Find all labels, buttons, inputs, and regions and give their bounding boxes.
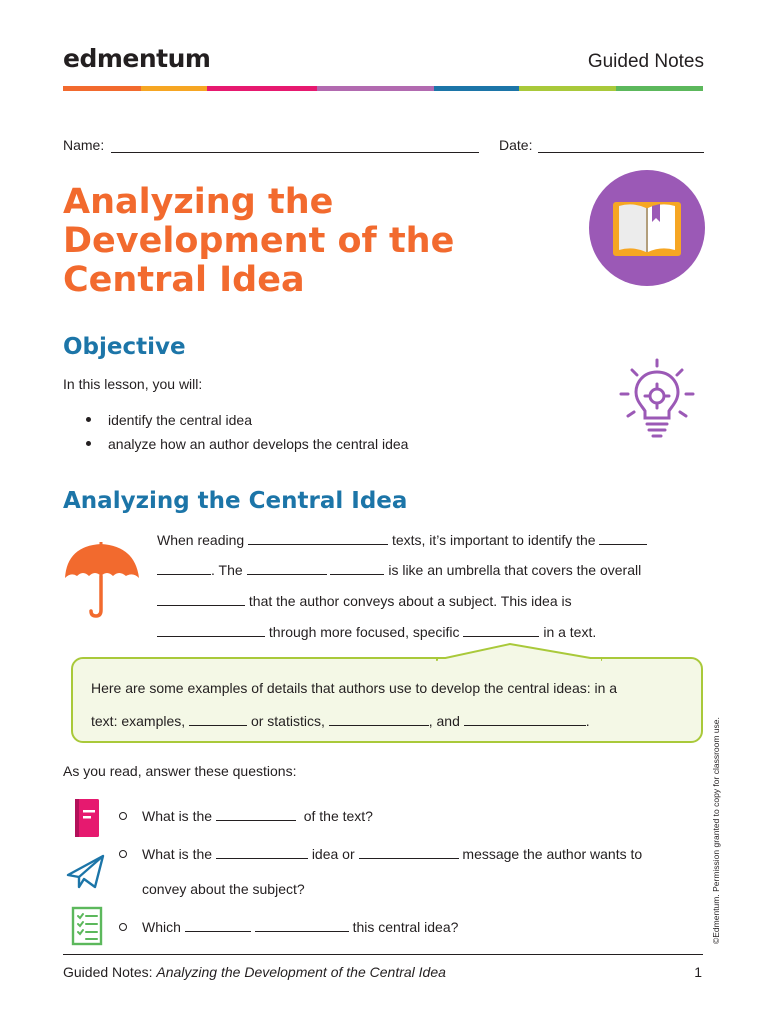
page-title: Analyzing the Development of the Central Idea bbox=[63, 182, 455, 300]
callout-line-2: text: examples, or statistics, , and . bbox=[91, 713, 590, 729]
blank-field[interactable] bbox=[157, 560, 211, 575]
lightbulb-icon bbox=[618, 358, 696, 444]
list-item: identify the central idea bbox=[86, 410, 408, 434]
blank-field[interactable] bbox=[359, 844, 459, 859]
callout-line-1: Here are some examples of details that authors use to develop the central ideas: in a bbox=[91, 680, 618, 696]
date-label: Date: bbox=[499, 137, 533, 153]
questions-intro: As you read, answer these questions: bbox=[63, 763, 297, 779]
paper-plane-icon bbox=[66, 853, 106, 891]
paragraph-line-3: that the author conveys about a subject. This idea is bbox=[157, 591, 572, 609]
paragraph-line-2: . The is like an umbrella that covers the overall bbox=[157, 560, 641, 578]
blank-field[interactable] bbox=[185, 917, 251, 932]
blank-field[interactable] bbox=[157, 622, 265, 637]
copyright-notice: ©Edmentum. Permission granted to copy for classroom use. bbox=[711, 717, 721, 944]
question-bullet bbox=[119, 923, 127, 931]
question-3: Which this central idea? bbox=[142, 919, 459, 935]
blank-field[interactable] bbox=[157, 591, 245, 606]
blank-field[interactable] bbox=[599, 530, 647, 545]
callout-pointer bbox=[436, 641, 606, 661]
blank-field[interactable] bbox=[329, 711, 429, 726]
objective-intro: In this lesson, you will: bbox=[63, 376, 203, 392]
paragraph-line-1: When reading texts, it’s important to identify the bbox=[157, 530, 647, 548]
blank-field[interactable] bbox=[464, 711, 586, 726]
section-heading: Analyzing the Central Idea bbox=[63, 488, 408, 514]
book-icon bbox=[589, 170, 705, 286]
list-item: analyze how an author develops the central idea bbox=[86, 434, 408, 458]
blank-field[interactable] bbox=[189, 711, 247, 726]
blank-field[interactable] bbox=[248, 530, 388, 545]
blank-field[interactable] bbox=[255, 917, 349, 932]
question-2: What is the idea or message the author wants to bbox=[142, 846, 643, 862]
color-stripe bbox=[63, 86, 703, 91]
edmentum-logo: edmentum bbox=[63, 44, 211, 73]
callout-box bbox=[71, 657, 703, 743]
question-1: What is the of the text? bbox=[142, 808, 373, 824]
question-bullet bbox=[119, 850, 127, 858]
objective-heading: Objective bbox=[63, 334, 186, 360]
blank-field[interactable] bbox=[216, 844, 308, 859]
date-field[interactable] bbox=[538, 138, 704, 153]
blank-field[interactable] bbox=[463, 622, 539, 637]
paragraph-line-4: through more focused, specific in a text. bbox=[157, 622, 596, 640]
name-field[interactable] bbox=[111, 138, 479, 153]
objective-list bbox=[86, 410, 408, 458]
checklist-icon bbox=[71, 906, 103, 946]
question-2-continued: convey about the subject? bbox=[142, 881, 305, 897]
umbrella-icon bbox=[63, 540, 141, 620]
name-label: Name: bbox=[63, 137, 105, 153]
notebook-icon bbox=[73, 798, 101, 838]
footer-title: Guided Notes: Analyzing the Development of the Central Idea bbox=[63, 964, 446, 980]
blank-field[interactable] bbox=[330, 560, 384, 575]
blank-field[interactable] bbox=[247, 560, 327, 575]
blank-field[interactable] bbox=[216, 806, 296, 821]
page-number: 1 bbox=[694, 964, 702, 980]
document-type-label: Guided Notes bbox=[587, 51, 704, 72]
footer-divider bbox=[63, 954, 703, 955]
question-bullet bbox=[119, 812, 127, 820]
